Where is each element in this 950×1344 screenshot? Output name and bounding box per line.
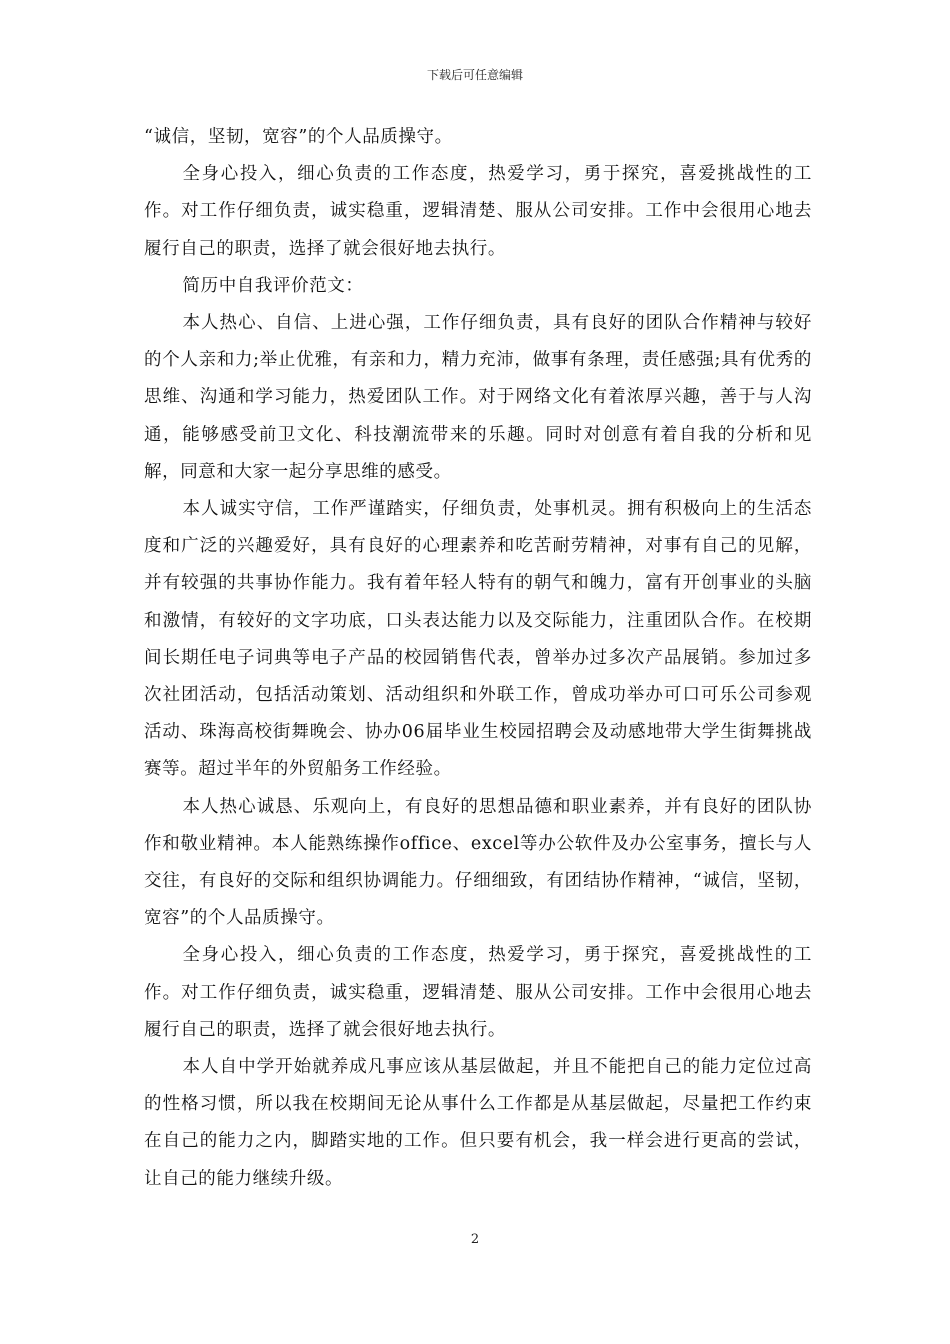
paragraph: 全身心投入，细心负责的工作态度，热爱学习，勇于探究，喜爱挑战性的工作。对工作仔细负责，诚实稳重，逻辑清楚、服从公司安排。工作中会很用心地去履行自己的职责，选择了就会很好地去执行。 — [144, 164, 812, 259]
paragraph: 本人热心、自信、上进心强，工作仔细负责，具有良好的团队合作精神与较好的个人亲和力;举止优雅，有亲和力，精力充沛，做事有条理，责任感强;具有优秀的思维、沟通和学习能力，热爱团队工作。对于网络文化有着浓厚兴趣，善于与人沟通，能够感受前卫文化、科技潮流带来的乐趣。同时对创意有着自我的分析和见解，同意和大家一起分享思维的感受。 — [144, 313, 812, 482]
document-body — [144, 119, 812, 1198]
paragraph: 本人自中学开始就养成凡事应该从基层做起，并且不能把自己的能力定位过高的性格习惯，所以我在校期间无论从事什么工作都是从基层做起，尽量把工作约束在自己的能力之内，脚踏实地的工作。但只要有机会，我一样会进行更高的尝试，让自己的能力继续升级。 — [144, 1057, 812, 1189]
paragraph: 本人热心诚恳、乐观向上，有良好的思想品德和职业素养，并有良好的团队协作和敬业精神。本人能熟练操作office、excel等办公软件及办公室事务，擅长与人交往，有良好的交际和组织协调能力。仔细细致，有团结协作精神，“诚信，坚韧，宽容”的个人品质操守。 — [144, 796, 812, 929]
paragraph: 全身心投入，细心负责的工作态度，热爱学习，勇于探究，喜爱挑战性的工作。对工作仔细负责，诚实稳重，逻辑清楚、服从公司安排。工作中会很用心地去履行自己的职责，选择了就会很好地去执行。 — [144, 945, 812, 1040]
paragraph: “诚信，坚韧，宽容”的个人品质操守。 — [144, 127, 453, 147]
paragraph: 本人诚实守信，工作严谨踏实，仔细负责，处事机灵。拥有积极向上的生活态度和广泛的兴趣爱好，具有良好的心理素养和吃苦耐劳精神，对事有自己的见解，并有较强的共事协作能力。我有着年轻人特有的朝气和魄力，富有开创事业的头脑和激情，有较好的文字功底，口头表达能力以及交际能力，注重团队合作。在校期间长期任电子词典等电子产品的校园销售代表，曾举办过多次产品展销。参加过多次社团活动，包括活动策划、活动组织和外联工作，曾成功举办可口可乐公司参观活动、珠海高校街舞晚会、协办06届毕业生校园招聘会及动感地带大学生街舞挑战赛等。超过半年的外贸船务工作经验。 — [144, 499, 812, 780]
section-heading: 简历中自我评价范文： — [182, 275, 364, 296]
page-number: 2 — [470, 1232, 480, 1247]
page-header: 下载后可任意编辑 — [426, 68, 523, 82]
